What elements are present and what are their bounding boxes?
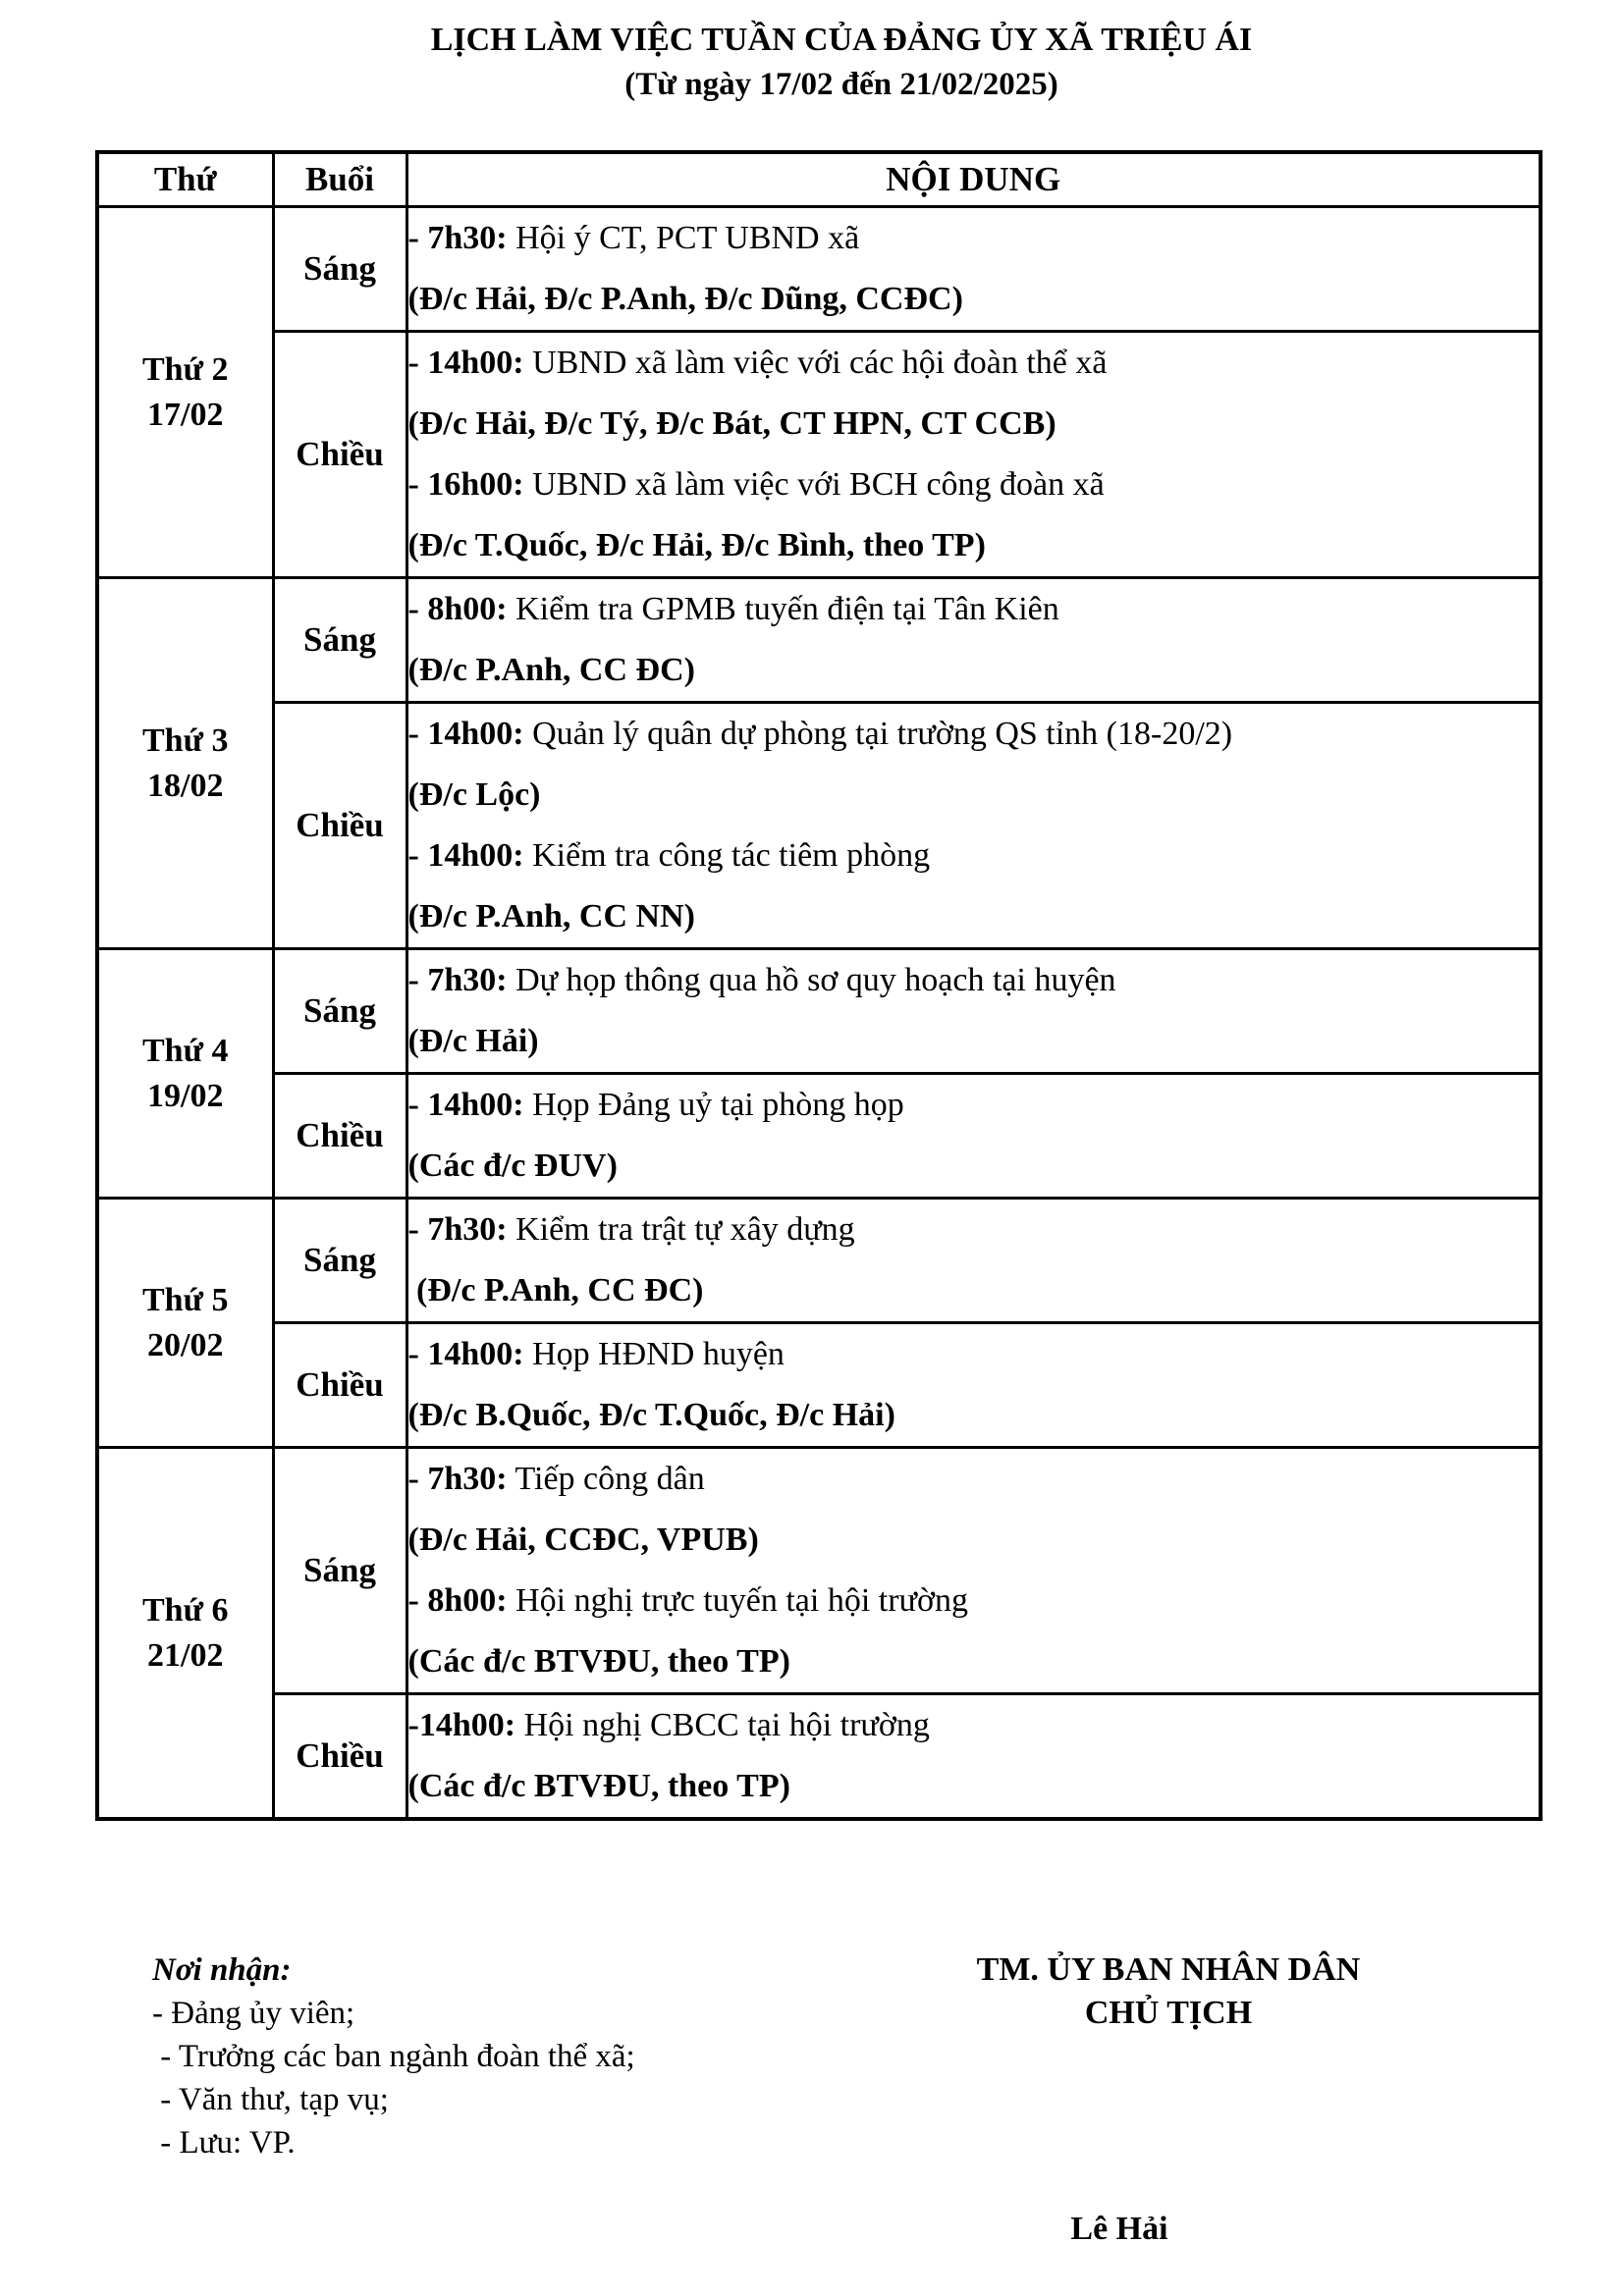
session-cell: Chiều xyxy=(273,1323,406,1448)
activity-participants: (Đ/c T.Quốc, Đ/c Hải, Đ/c Bình, theo TP) xyxy=(407,527,986,563)
activity-line xyxy=(408,1324,1540,1385)
activity-text: Kiểm tra công tác tiêm phòng xyxy=(523,837,931,874)
recipient-item: - Văn thư, tạp vụ; xyxy=(152,2082,389,2117)
activity-time: - 7h30: xyxy=(407,220,508,256)
session-cell: Sáng xyxy=(273,1199,406,1323)
column-header-session: Buổi xyxy=(273,152,406,207)
activity-time: - 14h00: xyxy=(407,837,524,874)
activity-time: - 16h00: xyxy=(407,466,524,503)
table-row xyxy=(97,332,1541,578)
activity-line xyxy=(408,826,1540,886)
day-date: 21/02 xyxy=(147,1636,224,1674)
session-cell: Sáng xyxy=(273,578,406,703)
activity-text: Kiểm tra trật tự xây dựng xyxy=(507,1211,855,1248)
day-name: Thứ 6 xyxy=(142,1591,229,1629)
session-cell: Chiều xyxy=(273,1694,406,1820)
activity-time: -14h00: xyxy=(407,1707,516,1743)
activity-time: - 14h00: xyxy=(407,1087,524,1123)
activity-line xyxy=(408,1449,1540,1510)
activity-line xyxy=(408,454,1540,515)
signature-role: CHỦ TỊCH xyxy=(1084,1995,1253,2031)
activity-participants: (Đ/c B.Quốc, Đ/c T.Quốc, Đ/c Hải) xyxy=(407,1397,895,1433)
session-cell: Chiều xyxy=(273,703,406,949)
recipients-block xyxy=(152,1949,635,2164)
activity-text: Họp Đảng uỷ tại phòng họp xyxy=(523,1087,904,1123)
activity-participants: (Các đ/c ĐUV) xyxy=(407,1148,618,1184)
table-row xyxy=(97,1448,1541,1694)
day-cell xyxy=(97,578,273,949)
activity-text: Hội nghị CBCC tại hội trường xyxy=(515,1707,930,1743)
content-cell xyxy=(406,1074,1541,1199)
day-date: 19/02 xyxy=(147,1077,224,1114)
table-row xyxy=(97,1694,1541,1820)
table-row xyxy=(97,578,1541,703)
activity-time: - 7h30: xyxy=(407,962,508,998)
day-cell xyxy=(97,1199,273,1448)
schedule-table xyxy=(95,150,1543,1821)
activity-participants: (Đ/c Hải, Đ/c P.Anh, Đ/c Dũng, CCĐC) xyxy=(407,281,963,317)
schedule-body xyxy=(97,207,1541,1820)
activity-line xyxy=(408,950,1540,1011)
session-cell: Sáng xyxy=(273,949,406,1074)
day-name: Thứ 4 xyxy=(142,1032,229,1069)
activity-time: - 8h00: xyxy=(407,591,508,627)
table-row xyxy=(97,1199,1541,1323)
activity-time: - 7h30: xyxy=(407,1211,508,1248)
column-header-content: NỘI DUNG xyxy=(406,152,1541,207)
content-cell xyxy=(406,332,1541,578)
activity-participants: (Đ/c Hải, CCĐC, VPUB) xyxy=(407,1522,759,1558)
activity-time: - 14h00: xyxy=(407,716,524,752)
session-cell: Sáng xyxy=(273,1448,406,1694)
activity-line xyxy=(408,1075,1540,1136)
content-cell xyxy=(406,1323,1541,1448)
table-row xyxy=(97,1323,1541,1448)
activity-time: - 7h30: xyxy=(407,1461,508,1497)
activity-text: Kiểm tra GPMB tuyến điện tại Tân Kiên xyxy=(507,591,1059,627)
content-cell xyxy=(406,949,1541,1074)
session-cell: Chiều xyxy=(273,332,406,578)
signature-organization: TM. ỦY BAN NHÂN DÂN xyxy=(976,1951,1361,1988)
day-date: 17/02 xyxy=(147,396,224,433)
signature-name: Lê Hải xyxy=(1070,2211,1168,2247)
activity-participants: (Đ/c Lộc) xyxy=(407,776,541,813)
activity-line xyxy=(408,579,1540,640)
session-cell: Sáng xyxy=(273,207,406,332)
activity-participants: (Đ/c P.Anh, CC NN) xyxy=(407,898,695,934)
activity-line xyxy=(408,1571,1540,1631)
activity-line xyxy=(408,1200,1540,1260)
activity-participants: (Đ/c P.Anh, CC ĐC) xyxy=(407,652,695,688)
activity-participants: (Đ/c Hải, Đ/c Tý, Đ/c Bát, CT HPN, CT CCB) xyxy=(407,405,1056,442)
table-row xyxy=(97,207,1541,332)
activity-text: Dự họp thông qua hồ sơ quy hoạch tại huyện xyxy=(507,962,1116,998)
table-row xyxy=(97,1074,1541,1199)
table-row xyxy=(97,949,1541,1074)
activity-time: - 14h00: xyxy=(407,1336,524,1372)
activity-text: Hội nghị trực tuyến tại hội trường xyxy=(507,1582,968,1619)
activity-text: UBND xã làm việc với các hội đoàn thể xã xyxy=(523,345,1108,381)
day-date: 20/02 xyxy=(147,1326,224,1363)
activity-text: UBND xã làm việc với BCH công đoàn xã xyxy=(523,466,1105,503)
activity-text: Họp HĐND huyện xyxy=(523,1336,785,1372)
activity-participants: (Đ/c P.Anh, CC ĐC) xyxy=(407,1272,704,1308)
activity-participants: (Các đ/c BTVĐU, theo TP) xyxy=(407,1768,790,1804)
day-cell xyxy=(97,949,273,1199)
activity-line xyxy=(408,333,1540,394)
content-cell xyxy=(406,1199,1541,1323)
day-name: Thứ 3 xyxy=(142,721,229,759)
activity-participants: (Đ/c Hải) xyxy=(407,1023,539,1059)
content-cell xyxy=(406,1448,1541,1694)
activity-text: Tiếp công dân xyxy=(507,1461,705,1497)
recipients-header: Nơi nhận: xyxy=(152,1952,292,1988)
activity-time: - 14h00: xyxy=(407,345,524,381)
activity-text: Hội ý CT, PCT UBND xã xyxy=(507,220,860,256)
session-cell: Chiều xyxy=(273,1074,406,1199)
recipient-item: - Trưởng các ban ngành đoàn thể xã; xyxy=(152,2039,635,2074)
activity-text: Quản lý quân dự phòng tại trường QS tỉnh (18-20/2) xyxy=(523,716,1233,752)
document-title: LỊCH LÀM VIỆC TUẦN CỦA ĐẢNG ỦY XÃ TRIỆU ÁI xyxy=(430,22,1253,58)
content-cell xyxy=(406,703,1541,949)
day-name: Thứ 5 xyxy=(142,1281,229,1318)
recipient-item: - Đảng ủy viên; xyxy=(152,1996,355,2031)
activity-line xyxy=(408,1695,1540,1756)
day-date: 18/02 xyxy=(147,767,224,804)
activity-time: - 8h00: xyxy=(407,1582,508,1619)
day-cell xyxy=(97,1448,273,1820)
activity-participants: (Các đ/c BTVĐU, theo TP) xyxy=(407,1643,790,1680)
table-header-row xyxy=(97,152,1541,207)
recipient-item: - Lưu: VP. xyxy=(152,2125,296,2161)
table-row xyxy=(97,703,1541,949)
column-header-day: Thứ xyxy=(97,152,273,207)
activity-line xyxy=(408,208,1540,269)
activity-line xyxy=(408,704,1540,765)
day-name: Thứ 2 xyxy=(142,350,229,388)
content-cell xyxy=(406,207,1541,332)
day-cell xyxy=(97,207,273,578)
document-subtitle: (Từ ngày 17/02 đến 21/02/2025) xyxy=(624,67,1058,102)
content-cell xyxy=(406,1694,1541,1820)
content-cell xyxy=(406,578,1541,703)
